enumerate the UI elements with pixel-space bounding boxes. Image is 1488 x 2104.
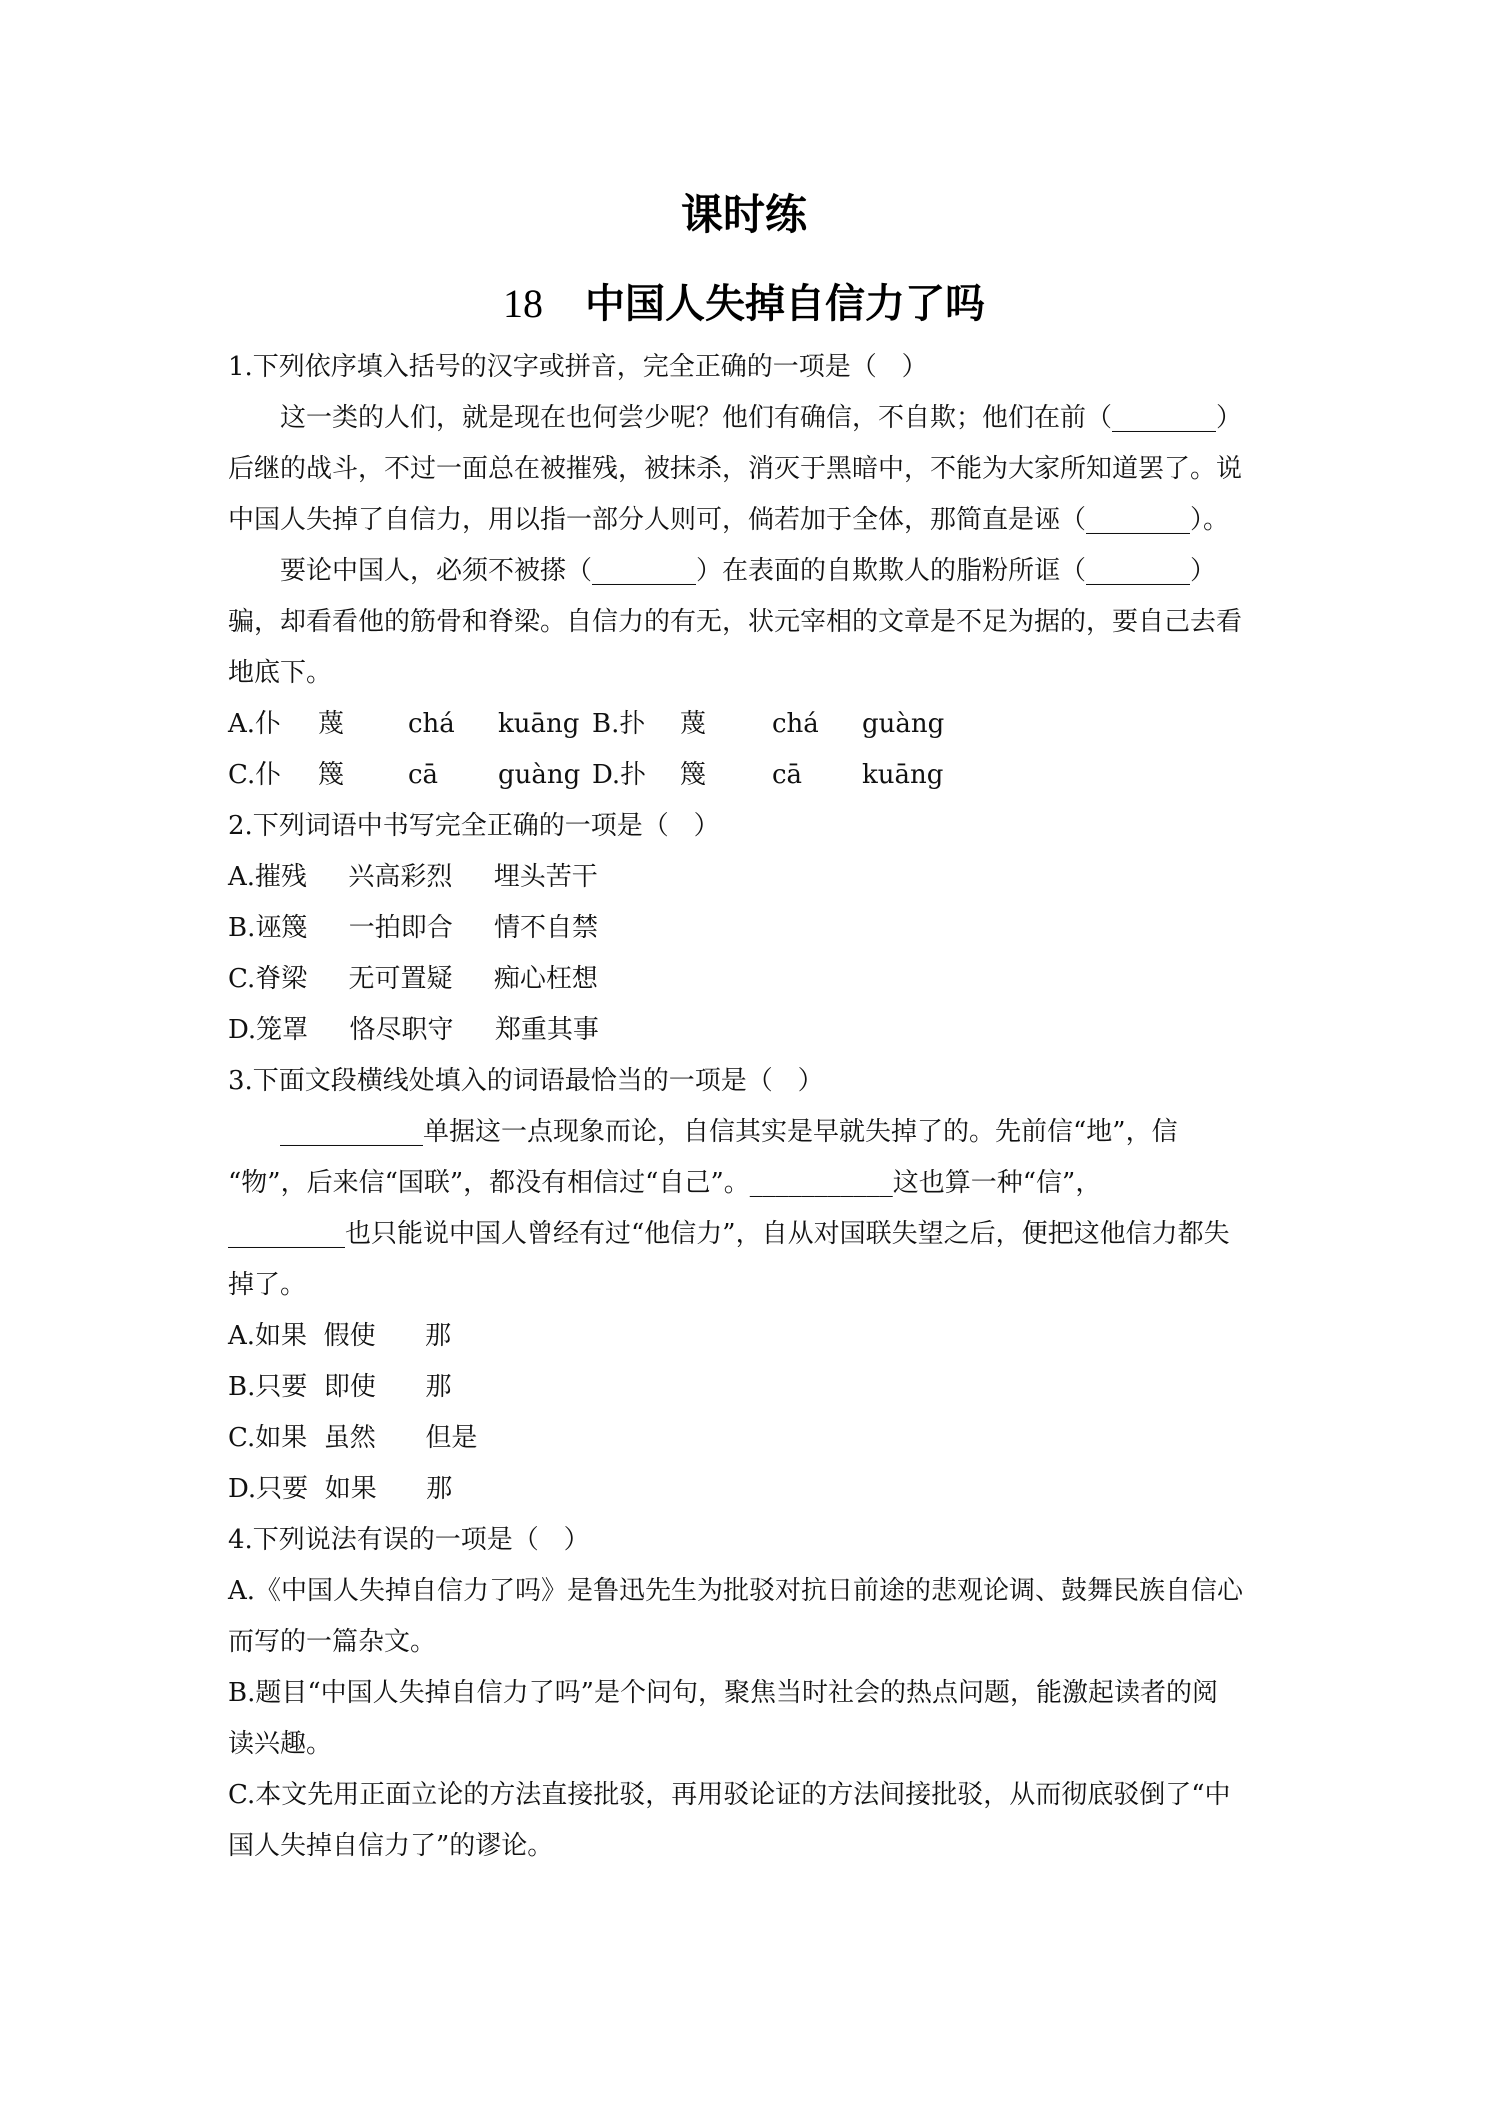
q4-option-c-cont: 国人失掉自信力了”的谬论。	[228, 1831, 554, 1861]
q1-stem: 1.下列依序填入括号的汉字或拼音，完全正确的一项是（ ）	[228, 352, 928, 382]
q2-option-d: D.笼罩 恪尽职守 郑重其事	[228, 1015, 599, 1045]
q2-option-b: B.诬篾 一拍即合 情不自禁	[228, 913, 599, 943]
q3-passage-line: ___________单据这一点现象而论，自信其实是早就失掉了的。先前信“地”，信	[280, 1117, 1178, 1147]
page-title: 课时练	[680, 190, 807, 239]
q3-option-c: C.如果 虽然 但是	[228, 1423, 478, 1453]
q2-stem: 2.下列词语中书写完全正确的一项是（ ）	[228, 811, 720, 841]
worksheet-page: 课时练 18 中国人失掉自信力了吗 1.下列依序填入括号的汉字或拼音，完全正确的一项是（ ） 这一类的人们，就是现在也何尝少呢？他们有确信，不自欺；他们在前（________） 后继的战斗，不过一面总在被摧残，被抹杀，消灭于黑暗中，不能为大家所知道罢了。说 中国人失掉了自信力，用以指一部分人则可，倘若加于全体，那简直是诬（________）。 要论中国人，必须不被搽（________）在表面的自欺欺人的脂粉所诓（________） 骗，却看看他的筋骨和脊梁。自信力的有无，状元宰相的文章是不足为据的，要自己去看 地底下。 A.仆 蔑 chá kuāng B.扑 蔑 chá guàng C.仆 篾 cā guàng D.扑 篾 cā kuāng 2.下列词语中书写完全正确的一项是（ ） A.摧残 兴高彩烈 埋头苦干 B.诬篾 一拍即合 情不自禁 C.脊梁 无可置疑 痴心枉想 D.笼罩 恪尽职守 郑重其事 3.下面文段横线处填入的词语最恰当的一项是（ ） ___________单据这一点现象而论，自信其实是早就失掉了的。先前信“地”，信 “物”，后来信“国联”，都没有相信过“自己”。___________这也算一种“信”， _________也只能说中国人曾经有过“他信力”，自从对国联失望之后，便把这他信力都失 掉了。 A.如果 假使 那 B.只要 即使 那 C.如果 虽然 但是 D.只要 如果 那 4.下列说法有误的一项是（ ） A.《中国人失掉自信力了吗》是鲁迅先生为批驳对抗日前途的悲观论调、鼓舞民族自信心 而写的一篇杂文。 B.题目“中国人失掉自信力了吗”是个问句，聚焦当时社会的热点问题，能激起读者的阅 读兴趣。 C.本文先用正面立论的方法直接批驳，再用驳论证的方法间接批驳，从而彻底驳倒了“中 国人失掉自信力了”的谬论。	[0, 0, 1488, 2104]
q3-passage-line: 掉了。	[228, 1270, 307, 1300]
q1-passage-line: 后继的战斗，不过一面总在被摧残，被抹杀，消灭于黑暗中，不能为大家所知道罢了。说	[228, 454, 1243, 484]
lesson-title: 中国人失掉自信力了吗	[585, 281, 985, 327]
q3-option-b: B.只要 即使 那	[228, 1372, 452, 1402]
q1-passage-line: 骗，却看看他的筋骨和脊梁。自信力的有无，状元宰相的文章是不足为据的，要自己去看	[228, 607, 1243, 637]
q4-option-c: C.本文先用正面立论的方法直接批驳，再用驳论证的方法间接批驳，从而彻底驳倒了“中	[228, 1780, 1231, 1810]
q3-stem: 3.下面文段横线处填入的词语最恰当的一项是（ ）	[228, 1066, 824, 1096]
q4-option-a: A.《中国人失掉自信力了吗》是鲁迅先生为批驳对抗日前途的悲观论调、鼓舞民族自信心	[228, 1576, 1244, 1606]
q1-passage-line: 地底下。	[228, 658, 333, 688]
q2-option-a: A.摧残 兴高彩烈 埋头苦干	[228, 862, 598, 892]
q3-passage-line: _________也只能说中国人曾经有过“他信力”，自从对国联失望之后，便把这他信力都失	[228, 1219, 1230, 1249]
q4-option-b: B.题目“中国人失掉自信力了吗”是个问句，聚焦当时社会的热点问题，能激起读者的阅	[228, 1678, 1218, 1708]
q1-passage-line: 中国人失掉了自信力，用以指一部分人则可，倘若加于全体，那简直是诬（________）。	[228, 505, 1230, 535]
q4-stem: 4.下列说法有误的一项是（ ）	[228, 1525, 590, 1555]
q1-passage-line: 要论中国人，必须不被搽（________）在表面的自欺欺人的脂粉所诓（________）	[280, 556, 1217, 586]
q4-option-a-cont: 而写的一篇杂文。	[228, 1627, 437, 1657]
q4-option-b-cont: 读兴趣。	[228, 1729, 333, 1759]
q3-option-a: A.如果 假使 那	[228, 1321, 452, 1351]
lesson-number: 18	[503, 281, 543, 326]
q1-passage-line: 这一类的人们，就是现在也何尝少呢？他们有确信，不自欺；他们在前（________）	[280, 403, 1243, 433]
q3-passage-line: “物”，后来信“国联”，都没有相信过“自己”。___________这也算一种“信”，	[228, 1168, 1102, 1198]
q2-option-c: C.脊梁 无可置疑 痴心枉想	[228, 964, 598, 994]
lesson-heading	[0, 272, 1488, 329]
q3-option-d: D.只要 如果 那	[228, 1474, 453, 1504]
